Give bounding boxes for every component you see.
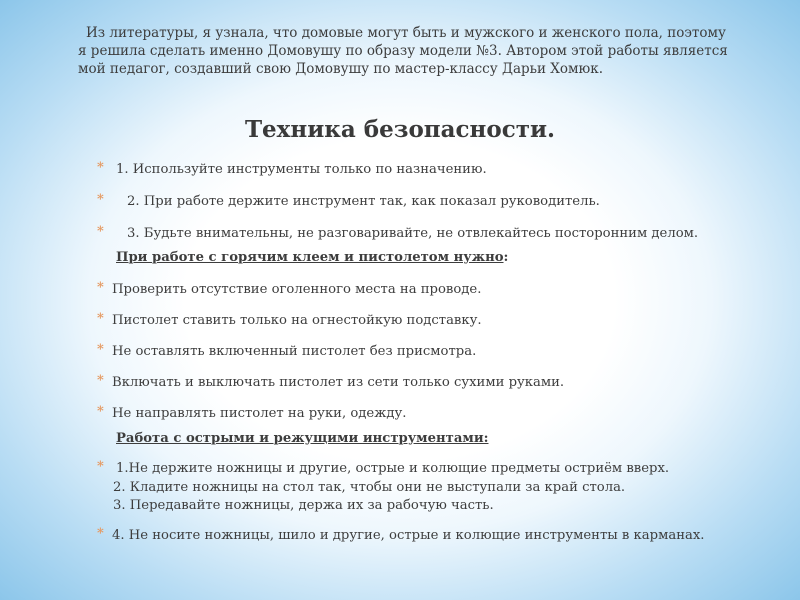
bullet-icon: * [97, 373, 104, 388]
bullet-icon: * [97, 526, 104, 541]
bullet-icon: * [97, 311, 104, 326]
glue-section-heading: При работе с горячим клеем и пистолетом нужно: [116, 250, 509, 265]
bullet-icon: * [97, 404, 104, 419]
general-rule-2: 2. При работе держите инструмент так, как показал руководитель. [127, 194, 600, 209]
intro-paragraph: Из литературы, я узнала, что домовые могут быть и мужского и женского пола, поэтому я решила сделать именно Домовушу по образу модели №3. Автором этой работы является мой педагог, создавший свою Домовушу по мастер-классу Дарьи Хомюк. [78, 25, 728, 77]
bullet-icon: * [97, 160, 104, 175]
bullet-icon: * [97, 459, 104, 474]
bullet-icon: * [97, 342, 104, 357]
bullet-icon: * [97, 280, 104, 295]
sharp-section-heading: Работа с острыми и режущими инструментами: [116, 431, 489, 446]
bullet-icon: * [97, 224, 104, 239]
slide-title: Техника безопасности. [244, 116, 556, 143]
general-rule-3: 3. Будьте внимательны, не разговаривайте, не отвлекайтесь посторонним делом. [127, 226, 699, 241]
glue-rule-3: Не оставлять включенный пистолет без присмотра. [112, 344, 477, 359]
glue-rule-5: Не направлять пистолет на руки, одежду. [112, 406, 407, 421]
bullet-icon: * [97, 192, 104, 207]
glue-rule-2: Пистолет ставить только на огнестойкую подставку. [112, 313, 482, 328]
sharp-rule-3: 3. Передавайте ножницы, держа их за рабочую часть. [113, 498, 494, 513]
sharp-rule-1: 1.Не держите ножницы и другие, острые и колющие предметы остриём вверх. [116, 461, 670, 476]
glue-rule-4: Включать и выключать пистолет из сети только сухими руками. [112, 375, 565, 390]
general-rule-1: 1. Используйте инструменты только по назначению. [116, 162, 487, 177]
glue-rule-1: Проверить отсутствие оголенного места на проводе. [112, 282, 482, 297]
sharp-rule-2: 2. Кладите ножницы на стол так, чтобы они не выступали за край стола. [113, 480, 626, 495]
sharp-rule-4: 4. Не носите ножницы, шило и другие, острые и колющие инструменты в карманах. [112, 528, 705, 543]
